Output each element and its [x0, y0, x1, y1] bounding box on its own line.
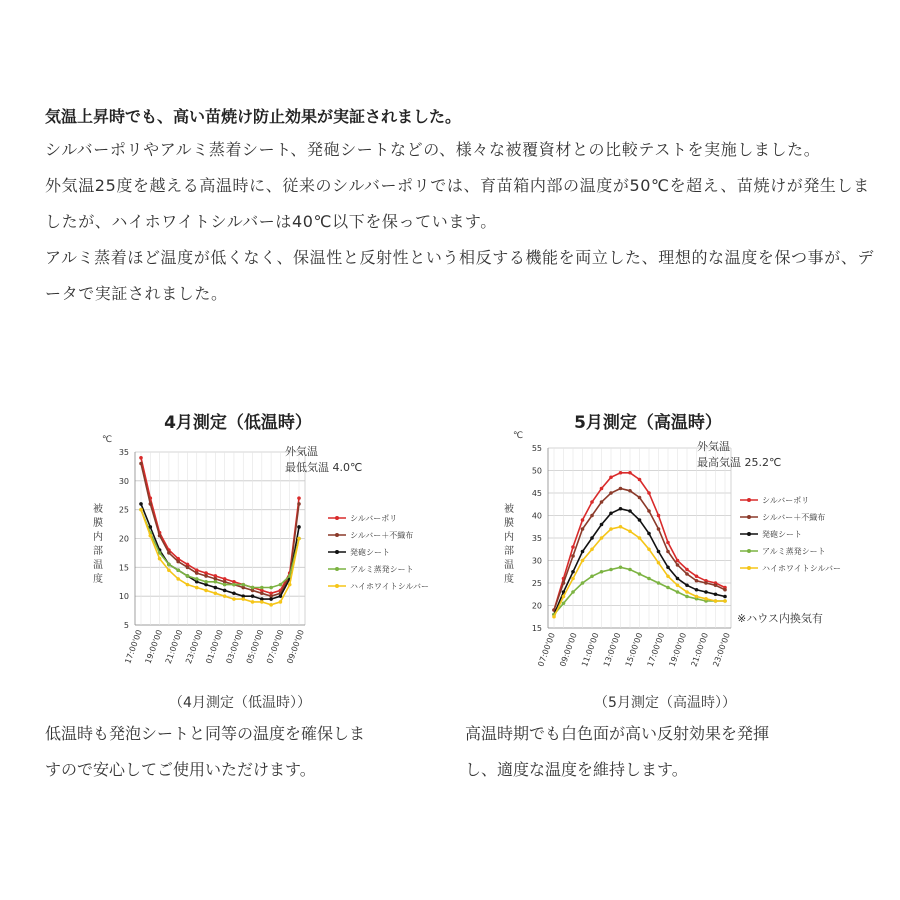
data-point [600, 536, 604, 540]
y-tick-label: 5 [123, 621, 129, 630]
chart-may-svg [495, 400, 860, 685]
chart-april [80, 400, 430, 685]
annotation-label: 外気温 [285, 445, 318, 458]
data-point [666, 574, 670, 578]
legend-marker [747, 515, 751, 519]
data-point [139, 502, 143, 506]
series-line [141, 458, 299, 594]
data-point [619, 507, 623, 511]
y-axis-label-char: 膜 [93, 518, 103, 529]
legend-marker [747, 532, 751, 536]
legend-marker [747, 498, 751, 502]
data-point [562, 581, 566, 585]
data-point [571, 577, 575, 581]
data-point [628, 509, 632, 513]
x-tick-label: 09:00'00 [285, 628, 306, 665]
intro-paragraph-1: シルバーポリやアルミ蒸着シート、発砲シートなどの、様々な被覆資材との比較テストを実施しました。 [45, 140, 821, 159]
data-point [619, 525, 623, 529]
data-point [581, 518, 585, 522]
data-point [609, 527, 613, 531]
data-point [195, 571, 199, 575]
data-point [260, 591, 264, 595]
data-point [581, 581, 585, 585]
data-point [590, 574, 594, 578]
x-tick-label: 23:00'00 [184, 628, 205, 665]
chart-april-description-line-2: すので安心してご使用いただけます。 [45, 760, 316, 779]
data-point [148, 502, 152, 506]
data-point [552, 615, 556, 619]
data-point [214, 586, 218, 590]
legend-marker [335, 533, 339, 537]
data-point [685, 583, 689, 587]
x-tick-label: 19:00'00 [667, 631, 689, 668]
data-point [619, 487, 623, 491]
data-point [628, 568, 632, 572]
data-point [562, 601, 566, 605]
x-tick-label: 15:00'00 [623, 631, 645, 668]
data-point [657, 527, 661, 531]
data-point [647, 532, 651, 536]
y-tick-label: 25 [531, 579, 542, 588]
data-point [676, 577, 680, 581]
y-axis-label-char: 温 [504, 560, 514, 571]
x-tick-label: 03:00'00 [224, 628, 246, 665]
data-point [676, 563, 680, 567]
legend-label: シルバーポリ [762, 496, 810, 505]
data-point [158, 534, 162, 538]
data-point [695, 595, 699, 599]
data-point [590, 514, 594, 518]
data-point [714, 592, 718, 596]
y-tick-label: 45 [531, 489, 542, 498]
data-point [609, 475, 613, 479]
chart-may-description-line-1: 高温時期でも白色面が高い反射効果を発揮 [465, 724, 770, 743]
data-point [297, 496, 301, 500]
data-point [279, 583, 283, 587]
data-point [139, 456, 143, 460]
data-point [666, 565, 670, 569]
data-point [562, 595, 566, 599]
chart-april-caption: （4月測定（低温時）） [169, 695, 311, 711]
data-point [186, 583, 190, 587]
legend-label: ハイホワイトシルバー [762, 564, 841, 573]
data-point [186, 574, 190, 578]
y-tick-label: 55 [531, 444, 542, 453]
data-point [269, 603, 273, 607]
data-point [241, 597, 245, 601]
legend-label: 発砲シート [762, 530, 802, 539]
data-point [167, 551, 171, 555]
data-point [666, 541, 670, 545]
chart-may-description-line-2: し、適度な温度を維持します。 [465, 760, 688, 779]
x-tick-label: 07:00'00 [536, 631, 557, 668]
data-point [195, 577, 199, 581]
legend-label: シルバーポリ [350, 514, 398, 523]
data-point [204, 580, 208, 584]
y-tick-label: 50 [531, 466, 542, 476]
data-point [590, 500, 594, 504]
legend-marker [747, 549, 751, 553]
data-point [204, 574, 208, 578]
data-point [167, 568, 171, 572]
data-point [176, 568, 180, 572]
data-point [657, 561, 661, 565]
data-point [571, 545, 575, 549]
y-tick-label: 25 [118, 505, 129, 515]
legend-label: アルミ蒸発シート [762, 547, 826, 556]
data-point [695, 579, 699, 583]
x-tick-label: 23:00'00 [711, 631, 732, 668]
legend-label: ハイホワイトシルバー [350, 582, 429, 591]
data-point [666, 550, 670, 554]
data-point [297, 502, 301, 506]
data-point [638, 478, 642, 482]
data-point [232, 591, 236, 595]
y-axis-label-char: 度 [504, 574, 514, 585]
data-point [158, 557, 162, 561]
x-tick-label: 07:00'00 [265, 628, 286, 665]
data-point [723, 588, 727, 592]
data-point [581, 559, 585, 563]
y-tick-label: 10 [118, 592, 129, 602]
y-tick-label: 20 [531, 601, 542, 611]
y-axis-label-char: 膜 [504, 518, 514, 529]
data-point [600, 570, 604, 574]
data-point [676, 583, 680, 587]
data-point [609, 491, 613, 495]
data-point [176, 577, 180, 581]
data-point [581, 527, 585, 531]
data-point [581, 550, 585, 554]
y-axis-label-char: 被 [504, 504, 514, 515]
data-point [214, 580, 218, 584]
data-point [638, 496, 642, 500]
intro-text [45, 102, 875, 312]
y-tick-label: 15 [531, 624, 542, 633]
data-point [609, 568, 613, 572]
intro-paragraph-3: アルミ蒸着ほど温度が低くなく、保温性と反射性という相反する機能を両立した、理想的な温度を保つ事が、データで実証されました。 [45, 248, 875, 303]
legend-marker [335, 550, 339, 554]
series-line [141, 504, 299, 599]
data-point [204, 589, 208, 593]
y-axis-label-char: 温 [93, 560, 103, 571]
y-tick-label: 40 [531, 511, 542, 521]
data-point [260, 600, 264, 604]
y-tick-label: 30 [118, 476, 129, 486]
y-unit-label: ℃ [513, 431, 524, 441]
data-point [695, 574, 699, 578]
y-tick-label: 35 [531, 534, 542, 543]
data-point [251, 600, 255, 604]
data-point [628, 471, 632, 475]
y-unit-label: ℃ [102, 435, 113, 445]
data-point [647, 509, 651, 513]
data-point [195, 586, 199, 590]
data-point [619, 471, 623, 475]
x-tick-label: 19:00'00 [143, 628, 165, 665]
data-point [241, 583, 245, 587]
data-point [590, 536, 594, 540]
chart-may-caption: （5月測定（高温時）） [594, 695, 736, 711]
data-point [714, 583, 718, 587]
x-tick-label: 17:00'00 [123, 628, 144, 665]
data-point [666, 586, 670, 590]
data-point [251, 586, 255, 590]
legend-marker [335, 516, 339, 520]
y-axis-label-char: 内 [504, 532, 514, 543]
data-point [223, 583, 227, 587]
data-point [638, 536, 642, 540]
y-axis-label-char: 部 [93, 546, 103, 557]
data-point [297, 537, 301, 541]
data-point [297, 525, 301, 529]
y-axis-label-char: 度 [93, 574, 103, 585]
data-point [288, 583, 292, 587]
chart-april-description-line-1: 低温時も発泡シートと同等の温度を確保しま [45, 724, 366, 743]
series-line [141, 510, 299, 588]
data-point [676, 559, 680, 563]
intro-headline: 気温上昇時でも、高い苗焼け防止効果が実証されました。 [45, 107, 462, 126]
data-point [279, 594, 283, 598]
data-point [167, 563, 171, 567]
chart-note: ※ハウス内換気有 [737, 612, 823, 625]
data-point [269, 597, 273, 601]
data-point [571, 554, 575, 558]
data-point [657, 514, 661, 518]
data-point [139, 508, 143, 512]
x-tick-label: 17:00'00 [645, 631, 667, 668]
intro-paragraph-2: 外気温25度を越える高温時に、従来のシルバーポリでは、育苗箱内部の温度が50℃を超え、苗焼けが発生しましたが、ハイホワイトシルバーは40℃以下を保っています。 [45, 176, 870, 231]
data-point [232, 597, 236, 601]
data-point [186, 566, 190, 570]
data-point [657, 550, 661, 554]
data-point [647, 547, 651, 551]
data-point [609, 511, 613, 515]
data-point [685, 568, 689, 572]
data-point [657, 581, 661, 585]
data-point [704, 597, 708, 601]
legend-label: アルミ蒸発シート [350, 565, 414, 574]
data-point [571, 570, 575, 574]
y-axis-label-char: 部 [504, 546, 514, 557]
data-point [139, 462, 143, 466]
x-tick-label: 11:00'00 [580, 631, 601, 668]
legend-marker [335, 567, 339, 571]
x-tick-label: 05:00'00 [244, 628, 266, 665]
annotation-value: 最高気温 25.2℃ [697, 456, 782, 469]
x-tick-label: 09:00'00 [558, 631, 579, 668]
data-point [176, 560, 180, 564]
data-point [232, 583, 236, 587]
chart-title: 5月測定（高温時） [574, 413, 722, 433]
data-point [695, 588, 699, 592]
data-point [279, 600, 283, 604]
y-axis-label-char: 被 [93, 504, 103, 515]
data-point [628, 529, 632, 533]
legend-marker [335, 584, 339, 588]
chart-may-description [465, 716, 769, 788]
data-point [619, 565, 623, 569]
data-point [269, 586, 273, 590]
chart-title: 4月測定（低温時） [164, 413, 312, 433]
y-tick-label: 35 [118, 448, 129, 457]
annotation-value: 最低気温 4.0℃ [285, 461, 363, 474]
y-tick-label: 15 [118, 563, 129, 573]
data-point [685, 590, 689, 594]
x-tick-label: 01:00'00 [204, 628, 225, 665]
data-point [600, 487, 604, 491]
data-point [600, 523, 604, 527]
data-point [714, 599, 718, 603]
chart-april-description [45, 716, 365, 788]
data-point [676, 590, 680, 594]
series-line [141, 464, 299, 597]
y-axis-label-char: 内 [93, 532, 103, 543]
data-point [685, 572, 689, 576]
data-point [647, 491, 651, 495]
data-point [214, 591, 218, 595]
chart-may [495, 400, 860, 685]
chart-april-svg [80, 400, 430, 685]
data-point [704, 590, 708, 594]
annotation-label: 外気温 [697, 440, 730, 453]
data-point [628, 489, 632, 493]
data-point [223, 589, 227, 593]
data-point [600, 500, 604, 504]
data-point [571, 590, 575, 594]
data-point [590, 547, 594, 551]
data-point [251, 594, 255, 598]
x-tick-label: 21:00'00 [163, 628, 185, 665]
x-tick-label: 21:00'00 [689, 631, 711, 668]
data-point [223, 594, 227, 598]
legend-label: 発砲シート [350, 548, 390, 557]
legend-label: シルバー＋不織布 [350, 531, 414, 540]
y-tick-label: 20 [118, 534, 129, 544]
x-tick-label: 13:00'00 [601, 631, 623, 668]
data-point [260, 586, 264, 590]
data-point [638, 572, 642, 576]
y-tick-label: 30 [531, 556, 542, 566]
data-point [723, 599, 727, 603]
data-point [638, 518, 642, 522]
legend-marker [747, 566, 751, 570]
legend-label: シルバー＋不織布 [762, 513, 826, 522]
data-point [704, 581, 708, 585]
data-point [647, 577, 651, 581]
data-point [148, 534, 152, 538]
data-point [723, 595, 727, 599]
data-point [685, 595, 689, 599]
